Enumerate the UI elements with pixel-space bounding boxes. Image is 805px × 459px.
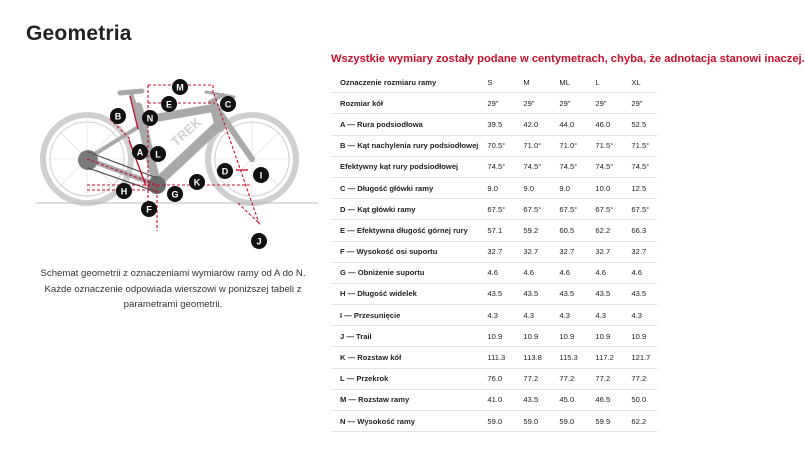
diagram-label-f [141,201,157,217]
cell-value: 12.5 [622,177,657,198]
cell-value: 67.5° [622,199,657,220]
cell-value: 77.2 [586,368,622,389]
cell-value: 59.0 [478,411,514,432]
svg-text:A: A [136,147,144,158]
units-note: Wszystkie wymiary zostały podane w centymetrach, chyba, że adnotacja stanowi inaczej. [331,53,805,65]
table-header-row [331,72,657,93]
table-row [331,326,657,347]
cell-value: 113.8 [514,347,550,368]
diagram-label-c [220,96,236,112]
diagram-label-i [253,167,269,183]
row-label: F — Wysokość osi suportu [331,241,478,262]
table-row [331,241,657,262]
cell-value: 9.0 [514,177,550,198]
cell-value: 59.0 [514,411,550,432]
table-row [331,347,657,368]
row-label: Rozmiar kół [331,93,478,114]
table-row [331,93,657,114]
row-label: J — Trail [331,326,478,347]
svg-text:B: B [114,111,122,122]
row-label: H — Długość widelek [331,283,478,304]
cell-value: 10.9 [586,326,622,347]
cell-value: 4.6 [514,262,550,283]
cell-value: 41.0 [478,389,514,410]
table-row [331,135,657,156]
cell-value: 44.0 [550,114,586,135]
row-label: B — Kąt nachylenia rury podsiodłowej [331,135,478,156]
cell-value: 67.5° [550,199,586,220]
cell-value: 70.5° [478,135,514,156]
cell-value: 43.5 [622,283,657,304]
row-label: A — Rura podsiodłowa [331,114,478,135]
cell-value: 10.0 [586,177,622,198]
cell-value: 10.9 [514,326,550,347]
cell-value: 74.5° [514,156,550,177]
cell-value: 52.5 [622,114,657,135]
diagram-label-k [189,174,205,190]
table-body [331,93,657,432]
row-label: I — Przesunięcie [331,305,478,326]
table-row [331,411,657,432]
diagram-label-e [161,96,177,112]
cell-value: 29" [478,93,514,114]
cell-value: 45.0 [550,389,586,410]
cell-value: 117.2 [586,347,622,368]
cell-value: 43.5 [514,283,550,304]
cell-value: 4.3 [478,305,514,326]
cell-value: 121.7 [622,347,657,368]
svg-text:F: F [146,204,152,215]
diagram-label-d [217,163,233,179]
svg-text:G: G [171,189,179,200]
row-label: E — Efektywna długość górnej rury [331,220,478,241]
cell-value: 10.9 [622,326,657,347]
diagram-label-j [251,233,267,249]
cell-value: 4.3 [586,305,622,326]
diagram-label-l [150,146,166,162]
svg-text:N: N [146,113,154,124]
geometry-table [331,72,657,432]
cell-value: 77.2 [514,368,550,389]
cell-value: 4.6 [622,262,657,283]
cell-value: 59.0 [550,411,586,432]
table-row [331,156,657,177]
cell-value: 4.3 [514,305,550,326]
table-row [331,389,657,410]
cell-value: 29" [622,93,657,114]
cell-value: 9.0 [478,177,514,198]
header-size: XL [622,72,657,93]
table-row [331,114,657,135]
cell-value: 67.5° [478,199,514,220]
cell-value: 4.6 [586,262,622,283]
cell-value: 46.0 [586,114,622,135]
cell-value: 59.2 [514,220,550,241]
cell-value: 39.5 [478,114,514,135]
cell-value: 67.5° [586,199,622,220]
table-row [331,262,657,283]
cell-value: 71.5° [622,135,657,156]
cell-value: 4.6 [550,262,586,283]
cell-value: 71.0° [550,135,586,156]
svg-text:I: I [259,170,263,181]
diagram-label-a [132,144,148,160]
table-row [331,220,657,241]
cell-value: 46.5 [586,389,622,410]
row-label: M — Rozstaw ramy [331,389,478,410]
table-row [331,283,657,304]
row-label: K — Rozstaw kół [331,347,478,368]
cell-value: 42.0 [514,114,550,135]
row-label: C — Długość główki ramy [331,177,478,198]
cell-value: 111.3 [478,347,514,368]
cell-value: 74.5° [622,156,657,177]
frame-brand-text: TREK [167,114,205,150]
cell-value: 115.3 [550,347,586,368]
cell-value: 62.2 [586,220,622,241]
svg-text:E: E [165,99,173,110]
header-label: Oznaczenie rozmiaru ramy [331,72,478,93]
cell-value: 66.3 [622,220,657,241]
cell-value: 10.9 [550,326,586,347]
cell-value: 74.5° [478,156,514,177]
header-size: S [478,72,514,93]
diagram-label-g [167,186,183,202]
svg-text:C: C [224,99,232,110]
cell-value: 4.3 [622,305,657,326]
row-label: D — Kąt główki ramy [331,199,478,220]
cell-value: 77.2 [622,368,657,389]
cell-value: 32.7 [514,241,550,262]
cell-value: 50.0 [622,389,657,410]
cell-value: 32.7 [622,241,657,262]
cell-value: 74.5° [550,156,586,177]
row-label: G — Obniżenie suportu [331,262,478,283]
bike-geometry-diagram [30,72,320,254]
cell-value: 43.5 [550,283,586,304]
svg-text:J: J [256,236,262,247]
table-row [331,199,657,220]
cell-value: 67.5° [514,199,550,220]
cell-value: 4.6 [478,262,514,283]
cell-value: 10.9 [478,326,514,347]
svg-text:M: M [176,82,184,93]
header-size: M [514,72,550,93]
cell-value: 29" [550,93,586,114]
table-row [331,368,657,389]
page-title: Geometria [26,22,132,45]
cell-value: 32.7 [586,241,622,262]
cell-value: 77.2 [550,368,586,389]
cell-value: 43.5 [478,283,514,304]
cell-value: 59.9 [586,411,622,432]
diagram-label-m [172,79,188,95]
diagram-label-h [116,183,132,199]
cell-value: 43.5 [586,283,622,304]
cell-value: 62.2 [622,411,657,432]
svg-text:K: K [193,177,201,188]
header-size: L [586,72,622,93]
cell-value: 76.0 [478,368,514,389]
cell-value: 71.5° [586,135,622,156]
row-label: L — Przekrok [331,368,478,389]
cell-value: 32.7 [478,241,514,262]
svg-text:H: H [120,186,128,197]
cell-value: 60.5 [550,220,586,241]
svg-text:L: L [155,149,161,160]
row-label: N — Wysokość ramy [331,411,478,432]
cell-value: 74.5° [586,156,622,177]
diagram-label-b [110,108,126,124]
table-row [331,305,657,326]
cell-value: 29" [514,93,550,114]
cell-value: 32.7 [550,241,586,262]
svg-text:D: D [221,166,229,177]
cell-value: 4.3 [550,305,586,326]
cell-value: 9.0 [550,177,586,198]
cell-value: 29" [586,93,622,114]
diagram-label-n [142,110,158,126]
table-row [331,177,657,198]
cell-value: 57.1 [478,220,514,241]
cell-value: 43.5 [514,389,550,410]
header-size: ML [550,72,586,93]
diagram-caption: Schemat geometrii z oznaczeniami wymiarów ramy od A do N. Każde oznaczenie odpowiada wierszowi w poniższej tabeli z parametrami geometrii. [40,268,306,310]
cell-value: 71.0° [514,135,550,156]
row-label: Efektywny kąt rury podsiodłowej [331,156,478,177]
